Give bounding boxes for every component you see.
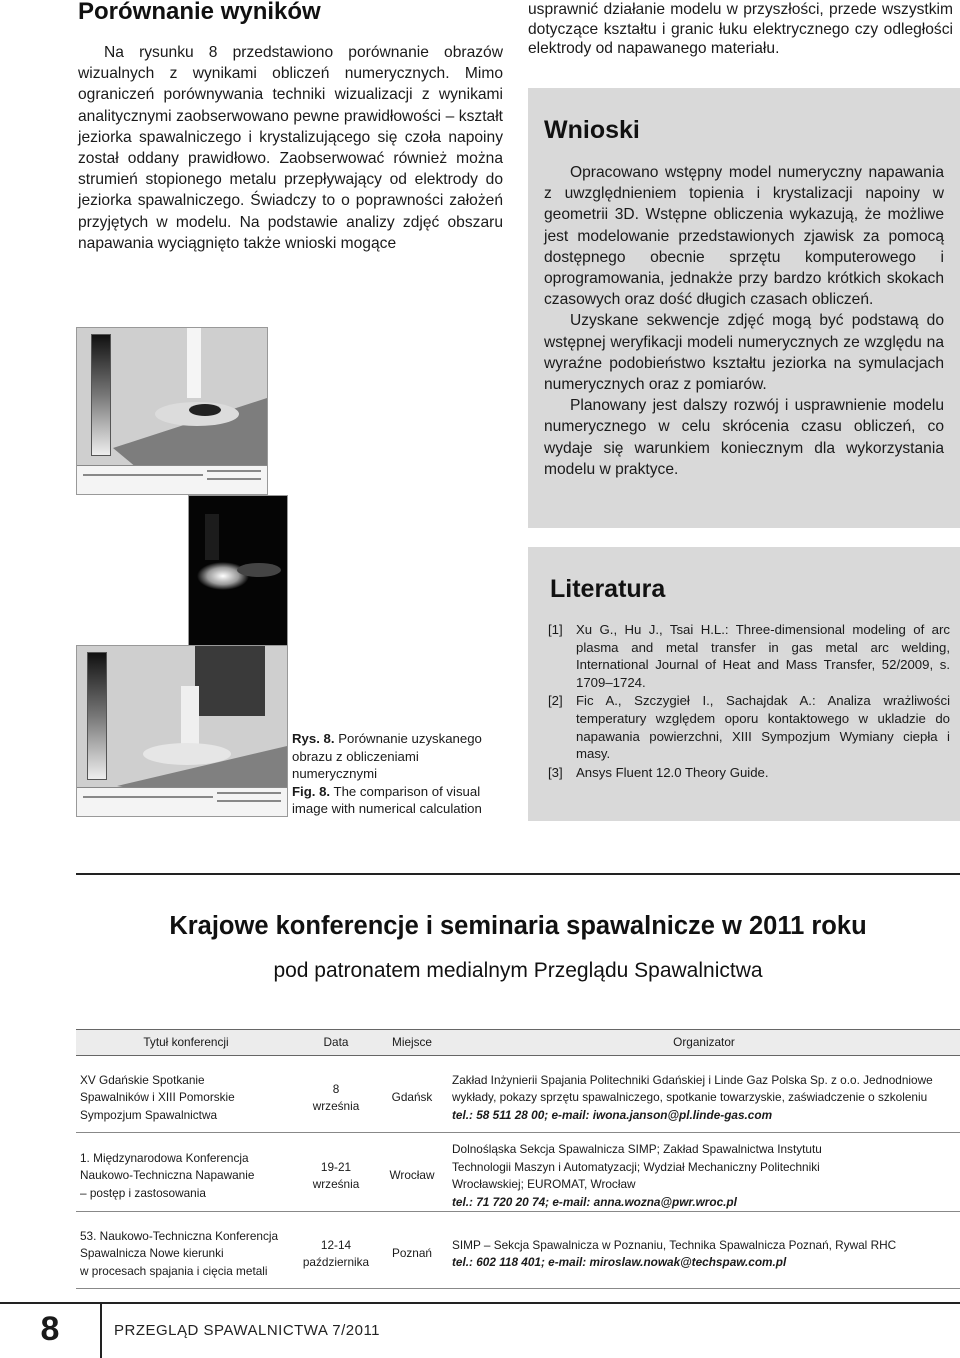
footer-text-line	[217, 792, 281, 794]
footer-text-line	[83, 796, 213, 798]
conclusions-paragraph-3: Planowany jest dalszy rozwój i usprawnienie modelu numerycznego w celu skrócenia czasu obliczeń, co wydaje się warunkiem koniecznym dla wykorzystania modelu w praktyce.	[544, 397, 944, 478]
footer-text-line	[207, 470, 261, 472]
section-divider	[76, 873, 960, 875]
conference-date-cell: 12-14 października	[296, 1220, 376, 1289]
caption-en-label: Fig. 8.	[292, 783, 331, 799]
page-number: 8	[40, 1310, 60, 1348]
footer-text-line	[217, 800, 281, 802]
conference-title-cell: XV Gdańskie Spotkanie Spawalników i XIII Pomorskie Sympozjum Spawalnictwa	[76, 1064, 296, 1133]
conference-organizer-cell: Zakład Inżynierii Spajania Politechniki Gdańskiej i Linde Gaz Polska Sp. z o.o. Jednodniowe wykłady, pokazy sprzętu spawalniczego, spotkanie towarzyskie, zaświadczenie o szkoleniu tel.: 58 511 28 00; e-mail: iwona.janson@pl.linde-gas.com	[448, 1064, 960, 1133]
footer-text-line	[83, 474, 203, 476]
table-row	[76, 1220, 960, 1289]
organizer-contact: tel.: 602 118 401; e-mail: miroslaw.nowak@techspaw.com.pl	[452, 1255, 787, 1269]
reference-number: [3]	[548, 764, 563, 780]
organizer-contact: tel.: 71 720 20 74; e-mail: anna.wozna@pwr.wroc.pl	[452, 1194, 737, 1209]
simulation-liquid-fraction-image	[76, 327, 268, 495]
comparison-paragraph: Na rysunku 8 przedstawiono porównanie obrazów wizualnych z wynikami obliczeń numerycznych. Mimo ograniczeń porównywania techniki wizualizacji z wynikami analitycznymi zaobserwowano pewne prawidłowości – kształt jeziorka spawalniczego i krystalizującego się czoła napoiny został oddany prawidłowo. Zaobserwować również można strumień stopionego metalu przepływający od elektrody do jeziorka spawalniczego. Świadczy to o poprawności założeń przyjętych w modelu. Na podstawie analizy zdjęć obszaru napawania wyciągnięto także wnioski mogące	[78, 44, 503, 252]
col-header-date: Data	[296, 1030, 376, 1056]
footer-text-line	[207, 478, 261, 480]
section-heading-conclusions: Wnioski	[544, 116, 640, 144]
conference-place-cell: Wrocław	[376, 1141, 448, 1212]
organizer-contact: tel.: 58 511 28 00; e-mail: iwona.janson@pl.linde-gas.com	[452, 1107, 773, 1122]
table-header-row	[76, 1030, 960, 1056]
col-header-title: Tytuł konferencji	[76, 1030, 296, 1056]
reference-text: Xu G., Hu J., Tsai H.L.: Three-dimensional modeling of arc plasma and metal transfer in gas metal arc welding, International Journal of Heat and Mass Transfer, 52/2009, s. 1709–1724.	[576, 622, 950, 690]
conclusions-paragraph-1: Opracowano wstępny model numeryczny napawania z uwzględnieniem topienia i krystalizacji napoiny w geometrii 3D. Wstępne obliczenia wykazują, że możliwe jest modelowanie przedstawionych zjawisk za pomocą dostępnego obecnie sprzętu komputerowego i oprogramowania, jednakże przy bardzo krótkich skokach czasowych oraz dość długich czasach obliczeń.	[544, 164, 944, 309]
footer-rule	[100, 1302, 960, 1304]
col-header-organizer: Organizator	[448, 1030, 960, 1056]
conclusions-box	[528, 88, 960, 528]
table-row	[76, 1141, 960, 1212]
conference-date-cell: 19-21 września	[296, 1141, 376, 1212]
fluent-plot-footer	[77, 465, 267, 494]
caption-en-text: The comparison of visual image with numerical calculation	[292, 783, 482, 816]
conference-organizer-cell: SIMP – Sekcja Spawalnicza w Poznaniu, Technika Spawalnicza Poznań, Rywal RHC tel.: 602 118 401; e-mail: miroslaw.nowak@techspaw.com.pl	[448, 1220, 960, 1289]
figure-caption	[292, 730, 506, 818]
conference-place-cell: Gdańsk	[376, 1064, 448, 1133]
reference-number: [2]	[548, 693, 563, 709]
section-heading-literature: Literatura	[550, 575, 666, 603]
reference-text: Ansys Fluent 12.0 Theory Guide.	[576, 764, 769, 780]
section-heading-comparison: Porównanie wyników	[78, 0, 321, 25]
reference-text: Fic A., Szczygieł I., Sachajdak A.: Analiza wrażliwości temperatury względem oporu kontaktowego w ukladzie do napawania powierzchni, XIII Sympozjum Wymiany ciepła i masy.	[576, 693, 950, 762]
conference-date-cell: 8 września	[296, 1064, 376, 1133]
reference-number: [1]	[548, 622, 563, 637]
conferences-table	[76, 1029, 960, 1289]
caption-english	[292, 783, 506, 818]
journal-name: PRZEGLĄD SPAWALNICTWA 7/2011	[114, 1322, 381, 1339]
simulation-volume-fraction-image	[76, 645, 288, 817]
reference-item	[548, 764, 950, 782]
continuation-paragraph: usprawnić działanie modelu w przyszłości, przede wszystkim dotyczące kształtu i granic łuku elektrycznego czy odległości elektrody od napawanego materiału.	[528, 1, 953, 58]
conclusions-text	[544, 162, 944, 480]
caption-pl-label: Rys. 8.	[292, 731, 335, 746]
col-header-place: Miejsce	[376, 1030, 448, 1056]
table-row	[76, 1064, 960, 1133]
conferences-subtitle: pod patronatem medialnym Przeglądu Spawalnictwa	[273, 959, 763, 982]
welding-photo	[188, 495, 288, 647]
conference-organizer-cell: Dolnośląska Sekcja Spawalnicza SIMP; Zakład Spawalnictwa Instytutu Technologii Maszyn i Automatyzacji; Wydział Mechaniczny Politechniki Wrocławskiej; EUROMAT, Wrocław tel.: 71 720 20 74; e-mail: anna.wozna@pwr.wroc.pl	[448, 1141, 960, 1212]
conclusions-paragraph-2: Uzyskane sekwencje zdjęć mogą być podstawą do wstępnej weryfikacji modeli numerycznych ze względu na wyraźne podobieństwo kształtu jeziorka na symulacjach numerycznych oraz z pomiarów.	[544, 312, 944, 394]
conferences-title: Krajowe konferencje i seminaria spawalnicze w 2011 roku	[169, 912, 867, 940]
caption-polish	[292, 730, 506, 783]
caption-pl-text: Porównanie uzyskanego obrazu z obliczeniami numerycznymi	[292, 731, 482, 781]
reference-item	[548, 692, 950, 762]
reference-item	[548, 621, 950, 691]
conference-place-cell: Poznań	[376, 1220, 448, 1289]
arc-glow-graphic	[189, 496, 287, 646]
page-number-box	[0, 1302, 102, 1358]
conference-title-cell: 1. Międzynarodowa Konferencja Naukowo-Techniczna Napawanie – postęp i zastosowania	[76, 1141, 296, 1212]
reference-list	[548, 621, 950, 782]
literature-box	[528, 547, 960, 821]
fluent-plot-footer	[77, 787, 287, 816]
conference-title-cell: 53. Naukowo-Techniczna Konferencja Spawalnicza Nowe kierunki w procesach spajania i cięcia metali	[76, 1220, 296, 1289]
